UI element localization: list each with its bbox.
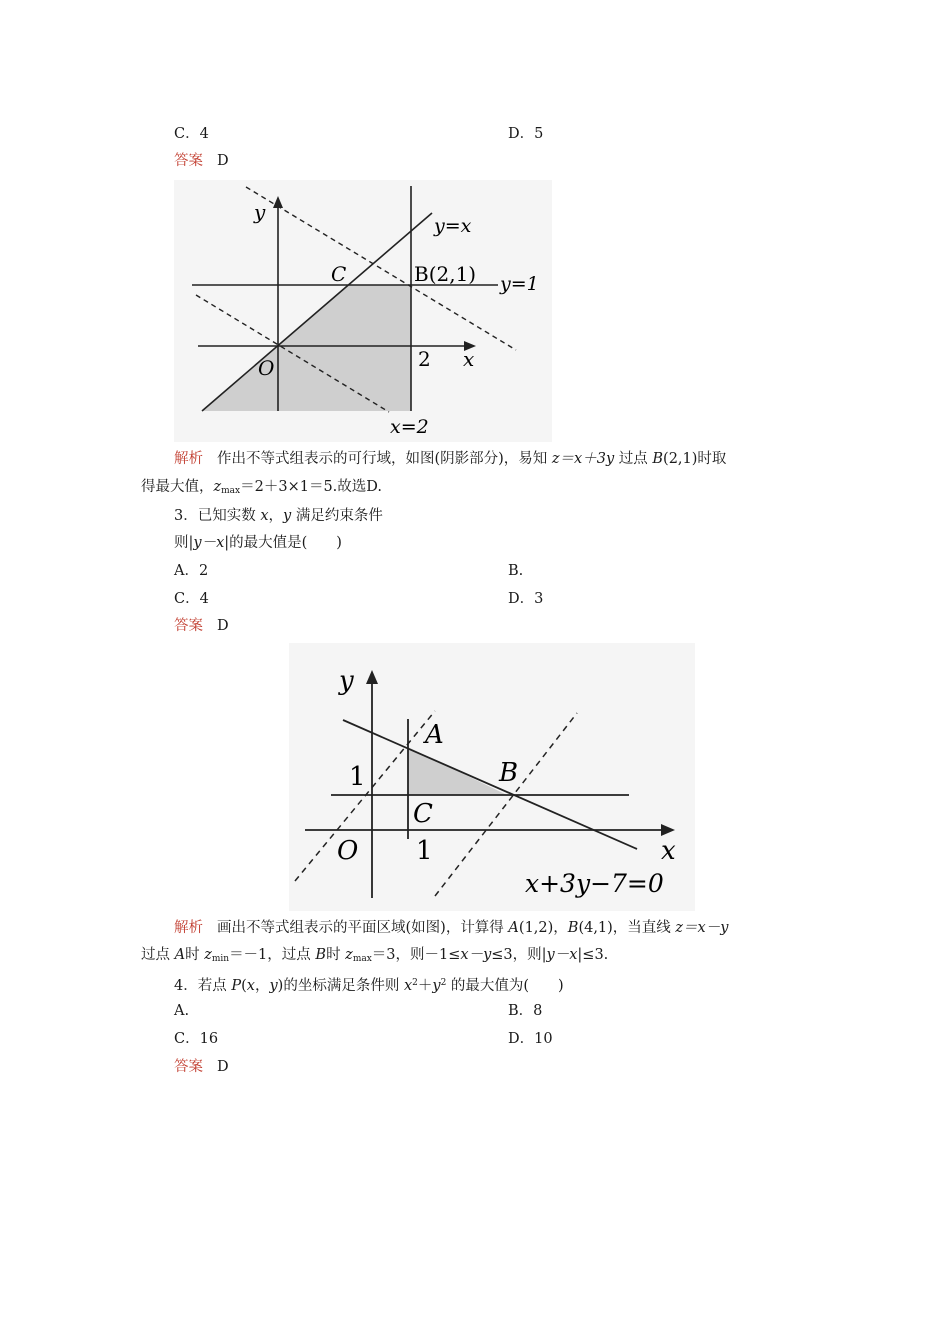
q4-option-c: C．16 (174, 1031, 219, 1047)
analysis-text: |≤3. (577, 947, 609, 963)
q3-stem-line2 (174, 533, 342, 553)
analysis-label: 解析 (174, 920, 203, 936)
q2-option-d: D．5 (508, 126, 544, 142)
analysis-expr: y－x (546, 947, 578, 963)
fig2-point-a-label: A (425, 720, 444, 750)
fig2-origin-label: O (337, 836, 359, 866)
stem-superscript: 2 (440, 978, 447, 988)
q4-option-b: B．8 (508, 1003, 543, 1019)
stem-text: |的最大值是( ) (224, 535, 342, 551)
analysis-text: ＝2＋3×1＝5.故选D. (240, 479, 383, 495)
analysis-subscript: max (221, 486, 241, 496)
fig1-point-b-label: B(2,1) (414, 262, 477, 286)
answer-label: 答案 (174, 618, 203, 634)
analysis-subscript: min (211, 954, 230, 964)
stem-text: ＋ (417, 978, 433, 994)
answer-value: D (217, 1059, 229, 1075)
answer-label: 答案 (174, 1059, 203, 1075)
fig1-line-x-eq-2-label: x=2 (390, 416, 429, 438)
q3-figure (289, 643, 695, 911)
q3-option-c: C．4 (174, 591, 209, 607)
analysis-var: z (345, 947, 353, 963)
fig2-x-label: x (661, 836, 676, 866)
fig1-y-label: y (254, 200, 266, 224)
q2-answer (174, 151, 229, 171)
q4-stem (174, 973, 564, 996)
analysis-text: ≤3，则| (491, 947, 547, 963)
analysis-point: B (315, 947, 327, 963)
analysis-text: ＝－1，过点 (229, 947, 316, 963)
analysis-text: 时 (185, 947, 205, 963)
analysis-text: (1,2)， (518, 920, 568, 936)
fig2-y-label: y (339, 666, 354, 696)
q2-analysis-line1 (174, 449, 726, 469)
q3-stem-line1 (174, 506, 383, 526)
fig1-line-y-eq-x-label: y=x (434, 215, 472, 237)
fig2-point-b-label: B (499, 758, 519, 788)
stem-text: 3．已知实数 (174, 508, 261, 524)
q4-option-d: D．10 (508, 1031, 553, 1047)
analysis-text: 过点 (141, 947, 175, 963)
analysis-subscript: max (352, 954, 372, 964)
answer-value: D (217, 153, 229, 169)
stem-text: 4．若点 (174, 978, 232, 994)
analysis-point: A (174, 947, 186, 963)
analysis-point: B (652, 451, 664, 467)
analysis-expr: z＝x－y (675, 920, 729, 936)
analysis-text: ＝3，则－1≤ (371, 947, 461, 963)
stem-superscript: 2 (412, 978, 418, 988)
fig1-point-c-label: C (331, 262, 347, 286)
fig2-tick-1-x-label: 1 (416, 836, 433, 866)
q3-option-b: B. (508, 563, 524, 579)
answer-value: D (217, 618, 229, 634)
stem-var: x (260, 508, 269, 524)
stem-var: y (283, 508, 292, 524)
stem-var: y (432, 978, 441, 994)
analysis-text: (2,1)时取 (663, 451, 727, 467)
analysis-text: 得最大值， (141, 479, 214, 495)
analysis-text: 作出不等式组表示的可行域，如图(阴影部分)，易知 (217, 451, 552, 467)
stem-expr: y－x (193, 535, 225, 551)
stem-text: ， (254, 978, 270, 994)
stem-text: 则| (174, 535, 194, 551)
q4-option-a: A. (174, 1003, 190, 1019)
analysis-var: z (213, 479, 222, 495)
stem-var: x (403, 978, 413, 994)
fig1-origin-label: O (258, 356, 275, 380)
stem-var: y (269, 978, 278, 994)
fig1-x-label: x (463, 347, 475, 371)
analysis-expr: z＝x＋3y (551, 451, 615, 467)
fig2-tick-1-y-label: 1 (349, 762, 366, 792)
q3-option-d: D．3 (508, 591, 544, 607)
stem-text: 满足约束条件 (291, 508, 383, 524)
fig2-point-c-label: C (413, 799, 433, 829)
fig1-line-y-eq-1-label: y=1 (500, 273, 539, 295)
stem-var: x (246, 978, 255, 994)
q4-answer (174, 1057, 229, 1077)
q2-option-c: C．4 (174, 126, 209, 142)
q3-answer (174, 616, 229, 636)
q3-analysis-line1 (174, 918, 728, 938)
analysis-text: 时 (326, 947, 346, 963)
q2-figure (174, 180, 552, 442)
analysis-text: (4,1)，当直线 (578, 920, 676, 936)
analysis-var: z (204, 947, 212, 963)
analysis-expr: x－y (460, 947, 492, 963)
stem-text: )的坐标满足条件则 (277, 978, 404, 994)
stem-var: P (231, 978, 242, 994)
q2-analysis-line2 (141, 477, 382, 501)
fig2-line-label: x+3y−7=0 (525, 869, 664, 898)
stem-text: ( (241, 978, 247, 994)
analysis-text: 过点 (614, 451, 653, 467)
q3-option-a: A．2 (174, 563, 209, 579)
answer-label: 答案 (174, 153, 203, 169)
analysis-label: 解析 (174, 451, 203, 467)
stem-text: 的最大值为( ) (446, 978, 564, 994)
q3-analysis-line2 (141, 945, 608, 969)
analysis-text: 画出不等式组表示的平面区域(如图)，计算得 (217, 920, 509, 936)
stem-text: ， (268, 508, 284, 524)
analysis-point: B (567, 920, 579, 936)
fig1-tick-2-label: 2 (418, 347, 431, 371)
analysis-point: A (508, 920, 519, 936)
